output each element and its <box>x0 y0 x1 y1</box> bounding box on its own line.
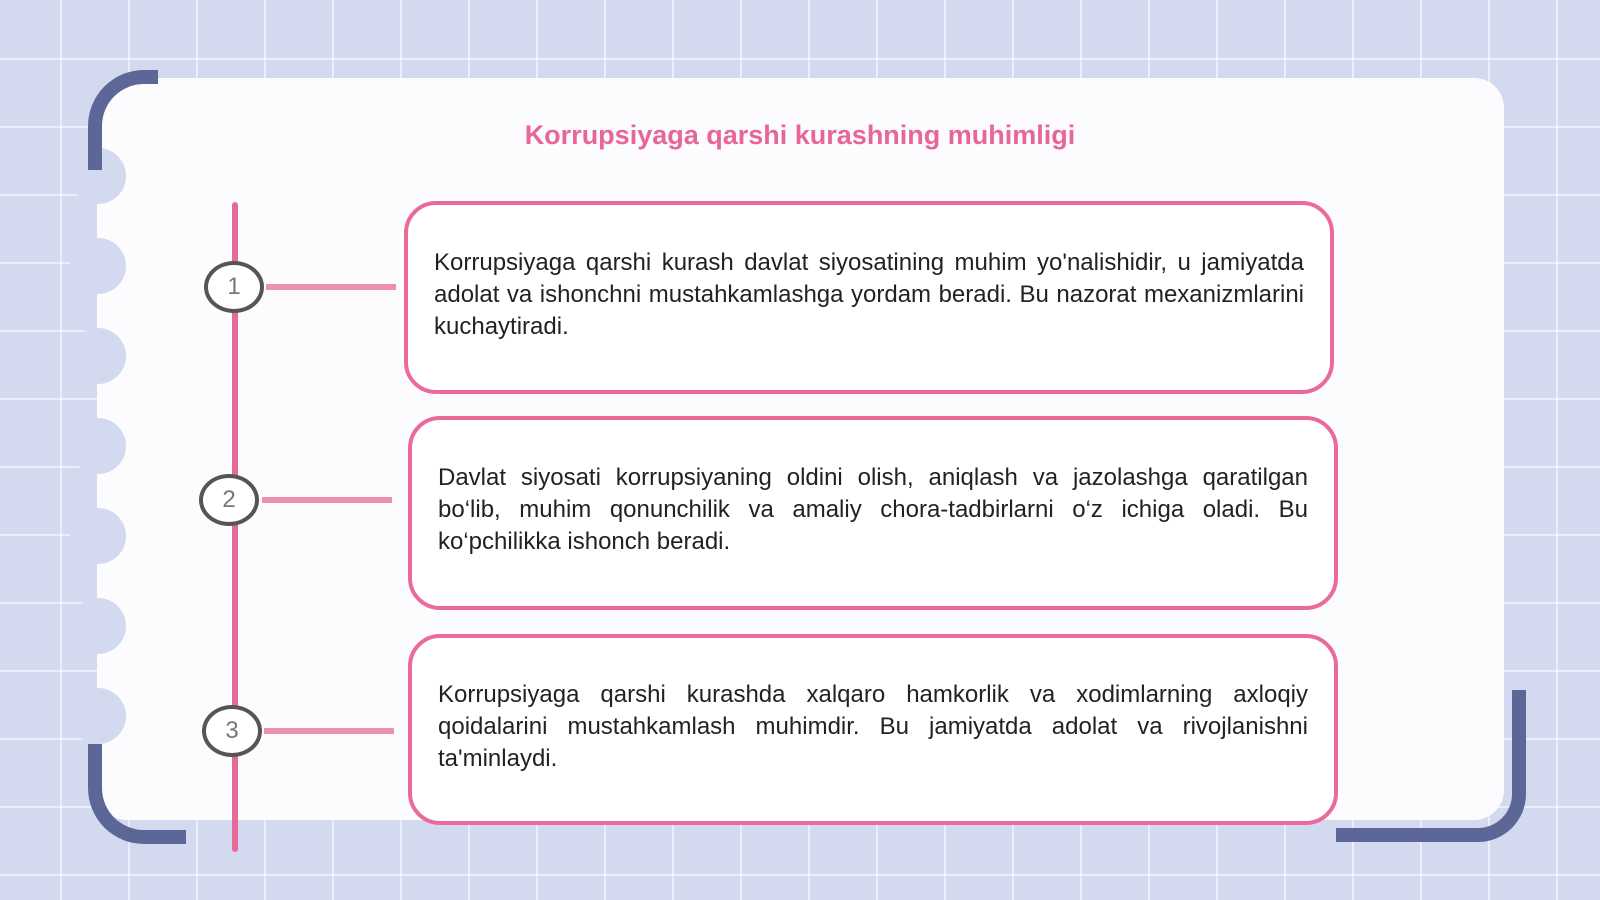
step-card <box>408 634 1338 825</box>
frame-corner-bottom-right <box>1336 690 1526 842</box>
step-number-badge: 3 <box>202 705 262 757</box>
step-text: Korrupsiyaga qarshi kurash davlat siyosatining muhim yo'nalishidir, u jamiyatda adolat va ishonchni mustahkamlashga yordam beradi. Bu nazorat mexanizmlarini kuchaytiradi. <box>434 248 1304 340</box>
frame-corner-bottom-left <box>88 744 186 844</box>
step-card <box>404 201 1334 394</box>
frame-corner-top-left <box>88 70 158 170</box>
notebook-hole <box>70 508 126 564</box>
notebook-hole <box>70 688 126 744</box>
step-number-badge: 2 <box>199 474 259 526</box>
step-text: Korrupsiyaga qarshi kurashda xalqaro hamkorlik va xodimlarning axloqiy qoidalarini mustahkamlash muhimdir. Bu jamiyatda adolat va rivojlanishni ta'minlaydi. <box>438 680 1308 772</box>
timeline-connector <box>264 728 394 734</box>
step-card <box>408 416 1338 610</box>
notebook-hole <box>70 418 126 474</box>
notebook-hole <box>70 328 126 384</box>
slide-title: Korrupsiyaga qarshi kurashning muhimligi <box>524 120 1076 150</box>
notebook-hole <box>70 598 126 654</box>
step-number-badge: 1 <box>204 261 264 313</box>
notebook-hole <box>70 238 126 294</box>
timeline-connector <box>262 497 392 503</box>
timeline-connector <box>266 284 396 290</box>
step-text: Davlat siyosati korrupsiyaning oldini olish, aniqlash va jazolashga qaratilgan bo‘lib, muhim qonunchilik va amaliy chora-tadbirlarni o‘z ichiga oladi. Bu ko‘pchilikka ishonch beradi. <box>438 464 1308 555</box>
